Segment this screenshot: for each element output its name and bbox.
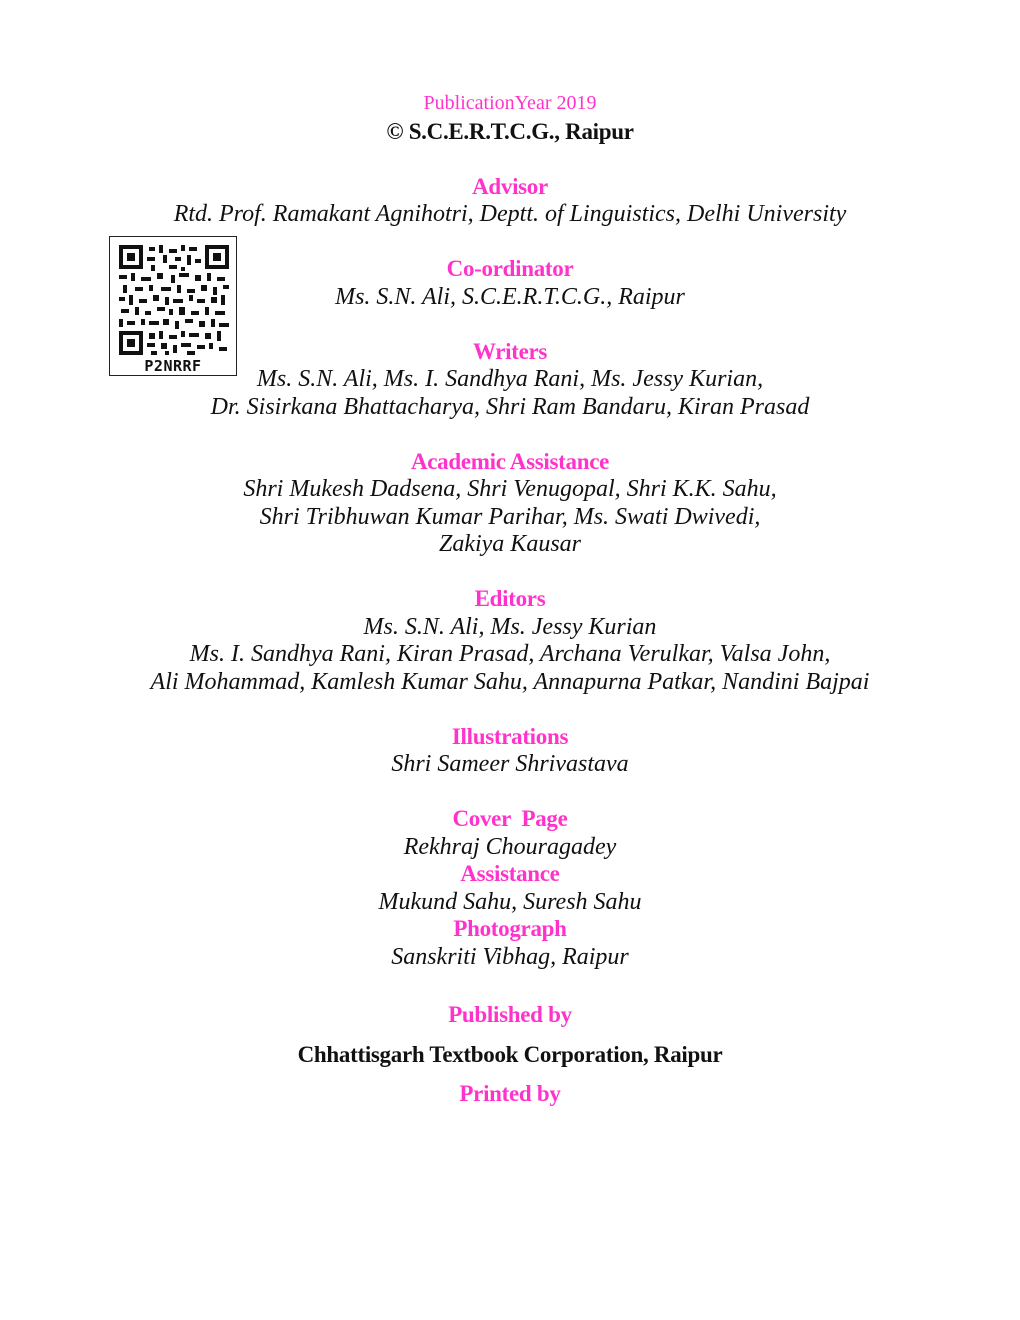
editors-line: Ms. I. Sandhya Rani, Kiran Prasad, Archana Verulkar, Valsa John,: [189, 641, 831, 667]
copyright-line: © S.C.E.R.T.C.G., Raipur: [386, 119, 634, 144]
photograph-credit: Sanskriti Vibhag, Raipur: [391, 944, 629, 970]
publication-year: PublicationYear 2019: [423, 92, 597, 114]
coordinator-name: Ms. S.N. Ali, S.C.E.R.T.C.G., Raipur: [335, 284, 685, 310]
printed-by-heading: Printed by: [459, 1081, 561, 1106]
assistance-names: Mukund Sahu, Suresh Sahu: [378, 889, 642, 915]
illustrations-name: Shri Sameer Shrivastava: [391, 751, 629, 777]
assistance-heading: Assistance: [460, 861, 560, 886]
academic-assistance-line: Shri Mukesh Dadsena, Shri Venugopal, Shri K.K. Sahu,: [243, 476, 777, 502]
publisher-name: Chhattisgarh Textbook Corporation, Raipur: [297, 1042, 723, 1067]
academic-assistance-line: Zakiya Kausar: [438, 531, 581, 557]
advisor-name: Rtd. Prof. Ramakant Agnihotri, Deptt. of Linguistics, Delhi University: [173, 201, 847, 227]
writers-line: Dr. Sisirkana Bhattacharya, Shri Ram Bandaru, Kiran Prasad: [210, 394, 810, 420]
editors-heading: Editors: [474, 586, 546, 611]
editors-line: Ali Mohammad, Kamlesh Kumar Sahu, Annapurna Patkar, Nandini Bajpai: [150, 669, 870, 695]
cover-page-name: Rekhraj Chouragadey: [403, 834, 617, 860]
illustrations-heading: Illustrations: [451, 724, 569, 749]
cover-page-heading: Cover Page: [452, 806, 568, 831]
editors-line: Ms. S.N. Ali, Ms. Jessy Kurian: [363, 614, 657, 640]
writers-heading: Writers: [472, 339, 548, 364]
qr-code-caption: P2NRRF: [144, 357, 202, 375]
writers-line: Ms. S.N. Ali, Ms. I. Sandhya Rani, Ms. Jessy Kurian,: [256, 366, 764, 392]
coordinator-heading: Co-ordinator: [446, 256, 574, 281]
advisor-heading: Advisor: [472, 174, 548, 199]
published-by-heading: Published by: [448, 1002, 572, 1027]
academic-assistance-heading: Academic Assistance: [410, 449, 610, 474]
academic-assistance-line: Shri Tribhuwan Kumar Parihar, Ms. Swati Dwivedi,: [259, 504, 761, 530]
photograph-heading: Photograph: [453, 916, 567, 941]
